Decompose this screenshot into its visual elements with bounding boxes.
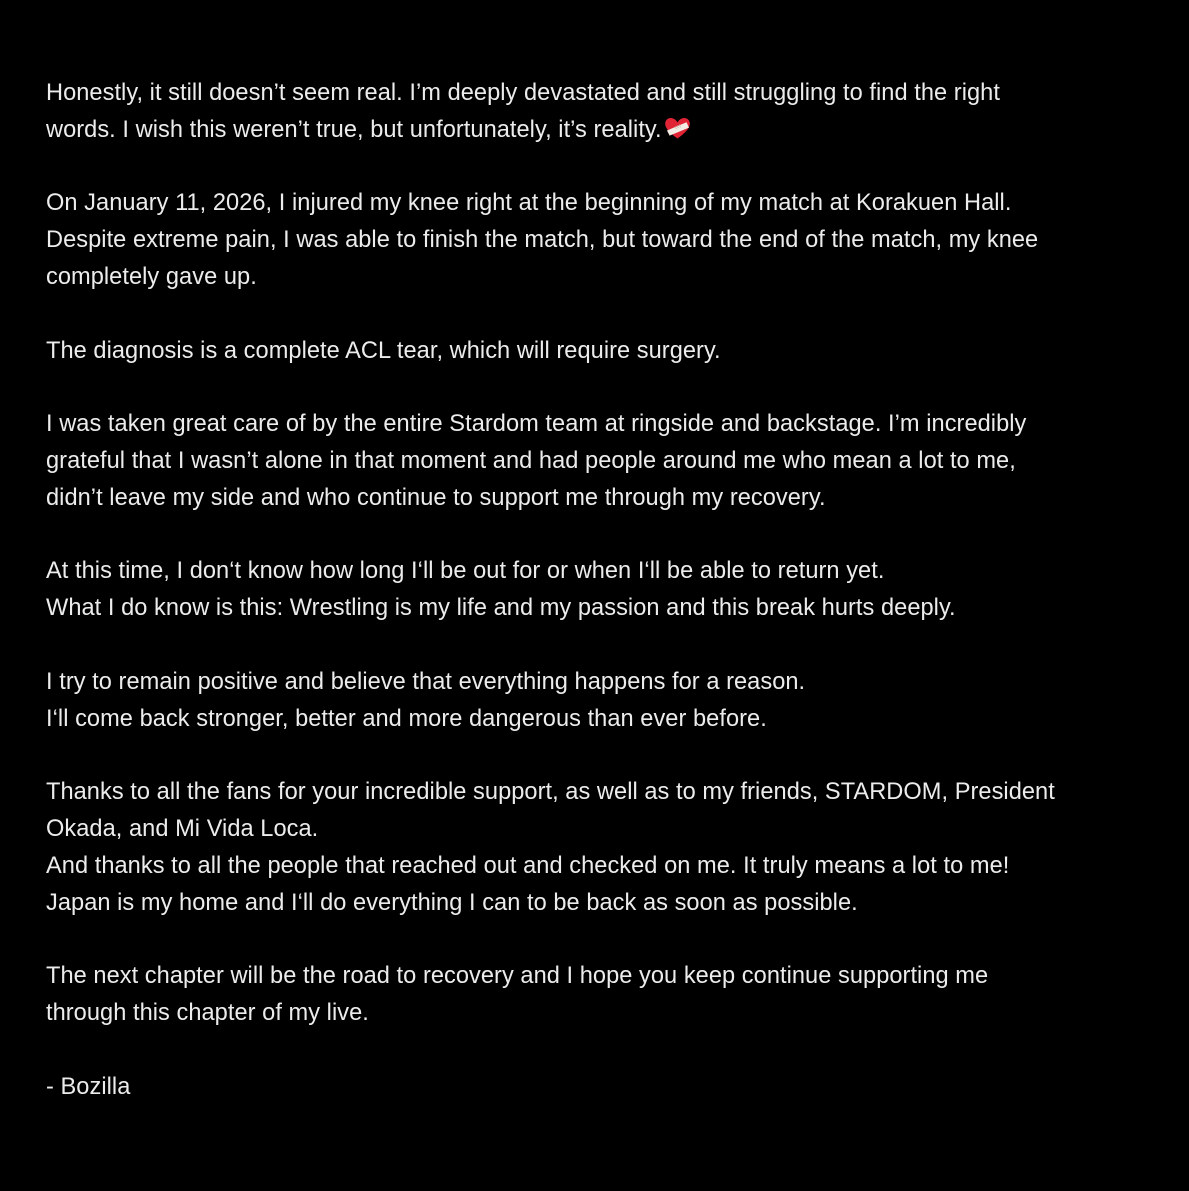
paragraph-thanks <box>46 774 1156 921</box>
text-line: Honestly, it still doesn’t seem real. I’m deeply devastated and still struggling to find the right <box>46 80 1000 106</box>
paragraph-next-chapter <box>46 958 1156 1032</box>
paragraph-care <box>46 406 1156 516</box>
text-line: didn’t leave my side and who continue to support me through my recovery. <box>46 484 826 511</box>
mending-heart-icon <box>664 117 691 140</box>
paragraph-diagnosis <box>46 333 1156 370</box>
text-line: grateful that I wasn’t alone in that moment and had people around me who mean a lot to me, <box>46 447 1016 474</box>
text-line: Okada, and Mi Vida Loca. <box>46 815 319 842</box>
text-line <box>46 112 1156 149</box>
text-line: through this chapter of my live. <box>46 999 369 1026</box>
text-line: I‘ll come back stronger, better and more dangerous than ever before. <box>46 705 767 732</box>
text-line: Thanks to all the fans for your incredible support, as well as to my friends, STARDOM, President <box>46 779 1055 806</box>
text-line: The next chapter will be the road to recovery and I hope you keep continue supporting me <box>46 963 989 990</box>
paragraph-opening <box>46 75 1156 149</box>
statement-document <box>46 75 1156 1142</box>
text-line: At this time, I don‘t know how long I‘ll be out for or when I‘ll be able to return yet. <box>46 558 885 585</box>
signature <box>46 1069 1156 1106</box>
text-line: On January 11, 2026, I injured my knee right at the beginning of my match at Korakuen Hall. <box>46 190 1012 217</box>
signature-text: - Bozilla <box>46 1073 131 1100</box>
text-line: completely gave up. <box>46 263 257 290</box>
text-line: And thanks to all the people that reached out and checked on me. It truly means a lot to me! <box>46 852 1010 879</box>
text-line: I was taken great care of by the entire Stardom team at ringside and backstage. I’m incredibly <box>46 411 1027 438</box>
paragraph-timeline <box>46 553 1156 627</box>
paragraph-positive <box>46 664 1156 738</box>
text-line: I try to remain positive and believe that everything happens for a reason. <box>46 668 806 695</box>
text-line: Japan is my home and I‘ll do everything I can to be back as soon as possible. <box>46 889 858 916</box>
text-line: What I do know is this: Wrestling is my life and my passion and this break hurts deeply. <box>46 595 956 622</box>
text-line: Despite extreme pain, I was able to finish the match, but toward the end of the match, my knee <box>46 227 1039 254</box>
paragraph-injury <box>46 185 1156 295</box>
text-line-content: words. I wish this weren’t true, but unfortunately, it’s reality. <box>46 116 662 143</box>
text-line: The diagnosis is a complete ACL tear, which will require surgery. <box>46 337 721 364</box>
